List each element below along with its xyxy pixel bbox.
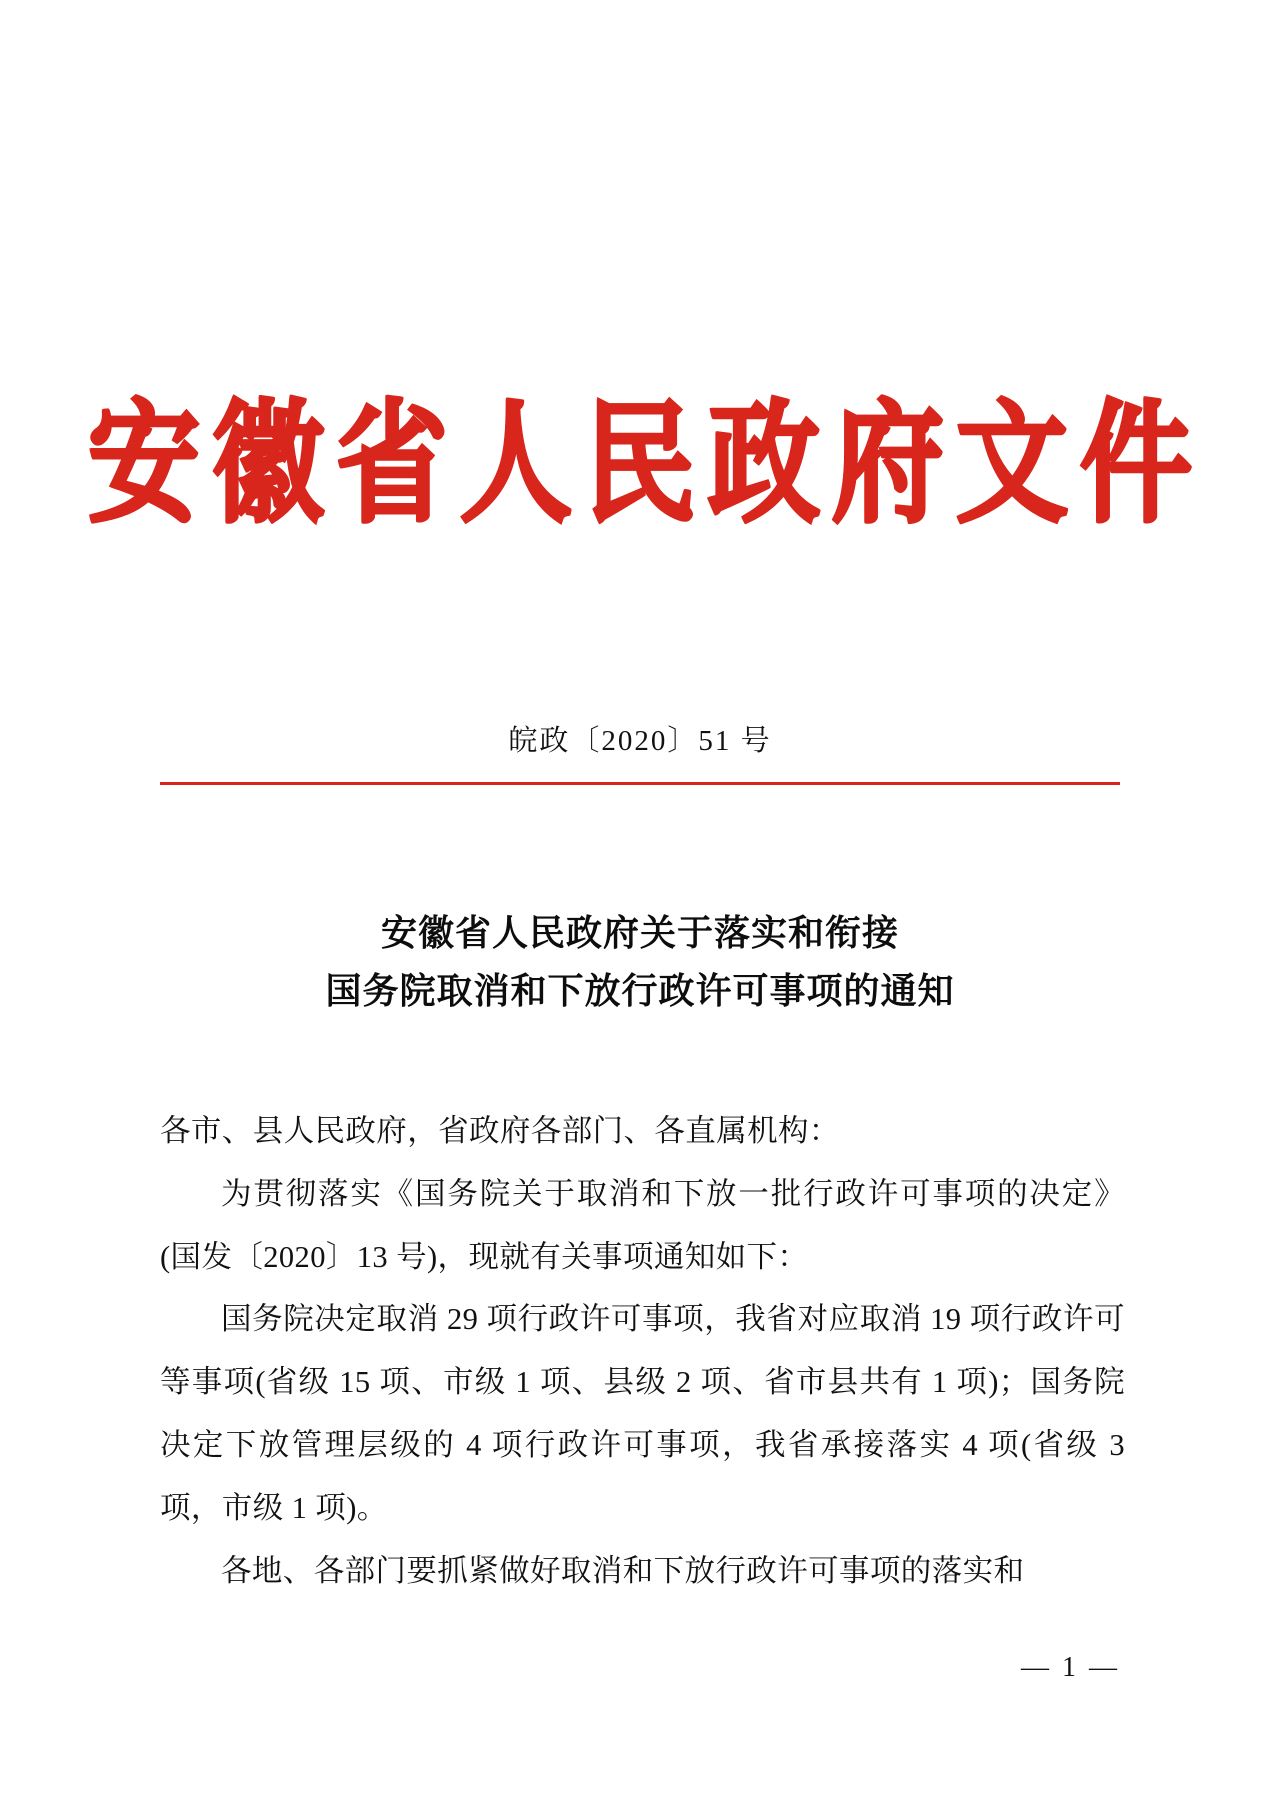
document-body <box>160 1100 1125 1603</box>
page-title <box>160 905 1120 1022</box>
salutation: 各市、县人民政府，省政府各部门、各直属机构： <box>160 1114 840 1148</box>
title-line-1: 安徽省人民政府关于落实和衔接 <box>380 913 899 954</box>
title-line-2: 国务院取消和下放行政许可事项的通知 <box>325 971 955 1013</box>
body-paragraph-1: 为贯彻落实《国务院关于取消和下放一批行政许可事项的决定》(国发〔2020〕13 号)，现就有关事项通知如下： <box>160 1176 1125 1274</box>
document-number: 皖政〔2020〕51 号 <box>508 725 772 757</box>
page-number: — 1 — <box>1021 1652 1120 1683</box>
red-divider-rule <box>160 782 1120 785</box>
body-paragraph-3: 各地、各部门要抓紧做好取消和下放行政许可事项的落实和 <box>221 1553 1025 1588</box>
body-paragraph-2: 国务院决定取消 29 项行政许可事项，我省对应取消 19 项行政许可等事项(省级 15 项、市级 1 项、县级 2 项、省市县共有 1 项)；国务院决定下放管理层级的 4 项行政许可事项，我省承接落实 4 项(省级 3 项，市级 1 项)。 <box>160 1302 1125 1525</box>
masthead-title: 安徽省人民政府文件 <box>88 386 1204 542</box>
masthead <box>0 386 1280 542</box>
